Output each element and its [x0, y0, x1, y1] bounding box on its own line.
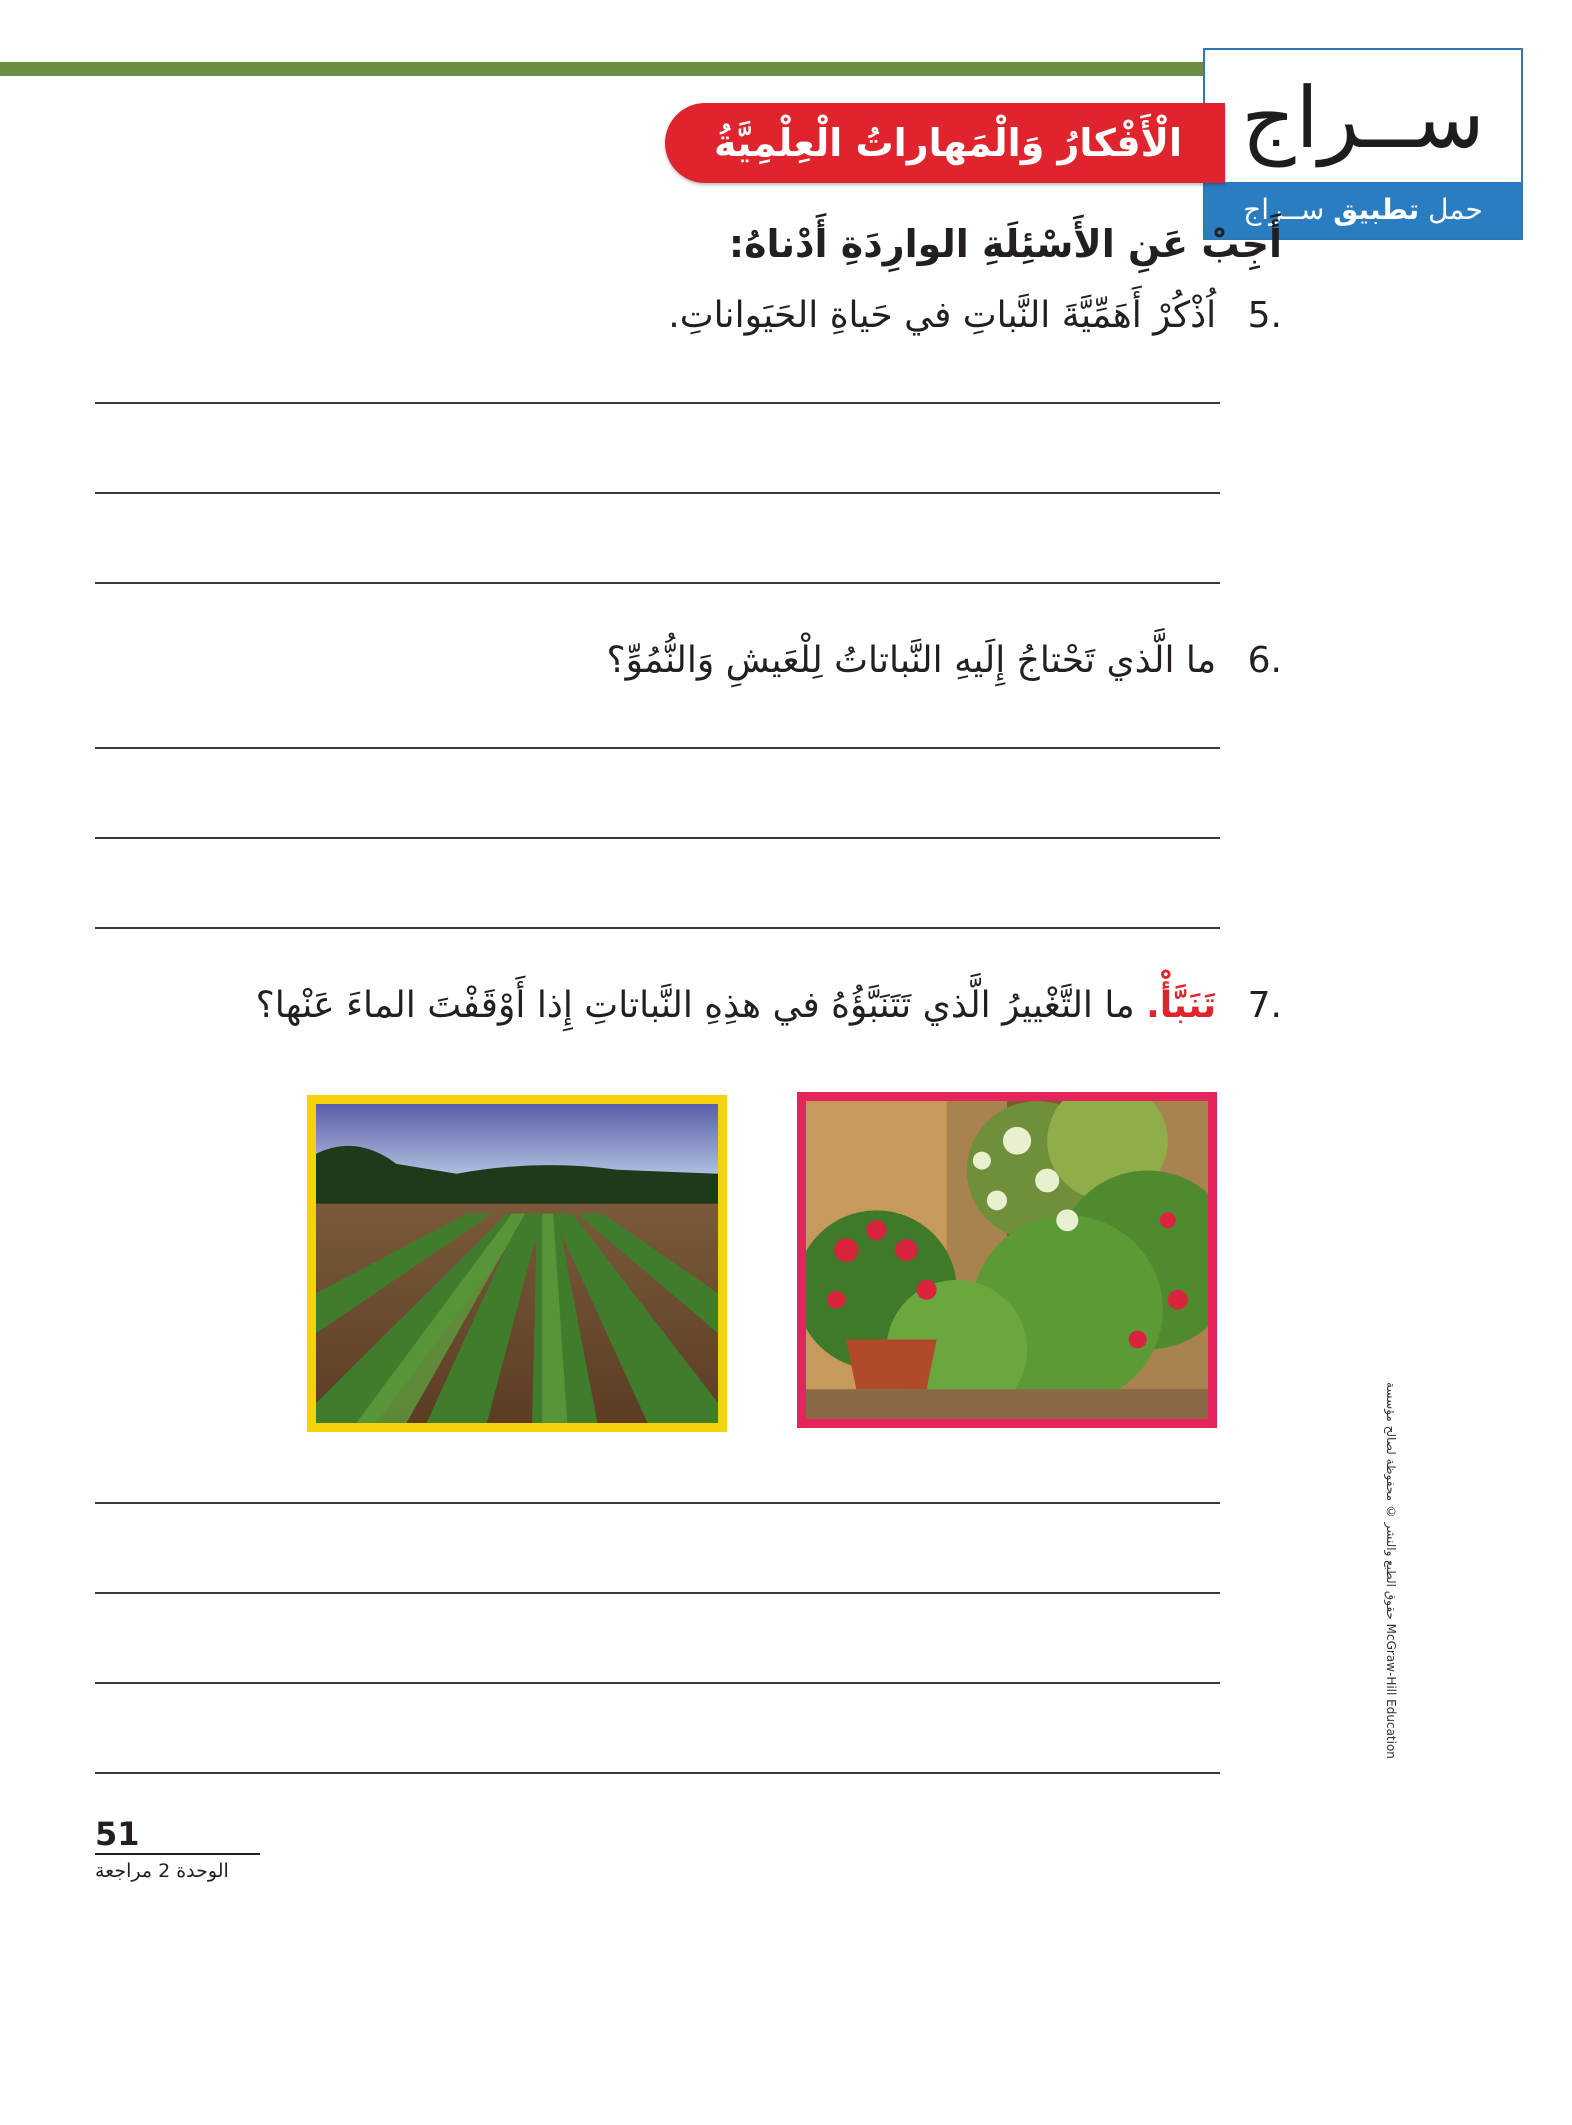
- question-number: .6: [1247, 640, 1282, 681]
- potted-flowers-image: [806, 1101, 1208, 1419]
- answer-line[interactable]: [95, 1502, 1220, 1504]
- copyright-credit: حقوق الطبع والنشر © محفوظة لصالح مؤسسة McGraw-Hill Education: [1384, 1382, 1398, 1759]
- answer-line[interactable]: [95, 1772, 1220, 1774]
- question-text: اُذْكُرْ أَهَمِّيَّةَ النَّباتِ في حَياةِ الحَيَواناتِ.: [668, 295, 1217, 336]
- unit-label: الوحدة 2 مراجعة: [95, 1860, 229, 1882]
- question-5: [668, 295, 1282, 336]
- page-number: 51: [95, 1815, 140, 1853]
- top-divider-bar: [0, 62, 1210, 76]
- logo-band-bold: تطبيق: [1333, 193, 1420, 226]
- answer-line[interactable]: [95, 582, 1220, 584]
- footer-rule: [95, 1853, 260, 1855]
- question-text: ما التَّغْييرُ الَّذي تَتَنَبَّؤُهُ في هذِهِ النَّباتاتِ إِذا أَوْقَفْتَ الماءَ عَنْها؟: [255, 985, 1135, 1026]
- answer-line[interactable]: [95, 402, 1220, 404]
- logo-wordmark: ســراج: [1241, 69, 1485, 167]
- answer-line[interactable]: [95, 1682, 1220, 1684]
- siraj-logo[interactable]: [1203, 48, 1523, 240]
- question-text: ما الَّذي تَحْتاجُ إِلَيهِ النَّباتاتُ لِلْعَيشِ وَالنُّمُوِّ؟: [606, 640, 1217, 681]
- crop-field-photo: [307, 1095, 727, 1432]
- question-7: [256, 985, 1282, 1026]
- answer-line[interactable]: [95, 747, 1220, 749]
- section-title: الْأَفْكارُ وَالْمَهاراتُ الْعِلْمِيَّةُ: [713, 121, 1182, 165]
- logo-band-suffix: ســراج: [1243, 193, 1325, 226]
- answer-line[interactable]: [95, 837, 1220, 839]
- logo-band-prefix: حمل: [1428, 193, 1483, 226]
- question-number: .5: [1247, 295, 1282, 336]
- instruction-text: أَجِبْ عَنِ الأَسْئِلَةِ الوارِدَةِ أَدْناهُ:: [728, 222, 1282, 266]
- question-number: .7: [1247, 985, 1282, 1026]
- answer-line[interactable]: [95, 492, 1220, 494]
- answer-line[interactable]: [95, 1592, 1220, 1594]
- question-6: [606, 640, 1282, 681]
- crop-field-image: [316, 1104, 718, 1423]
- predict-keyword: تَنَبَّأْ.: [1146, 985, 1217, 1026]
- answer-line[interactable]: [95, 927, 1220, 929]
- potted-flowers-photo: [797, 1092, 1217, 1428]
